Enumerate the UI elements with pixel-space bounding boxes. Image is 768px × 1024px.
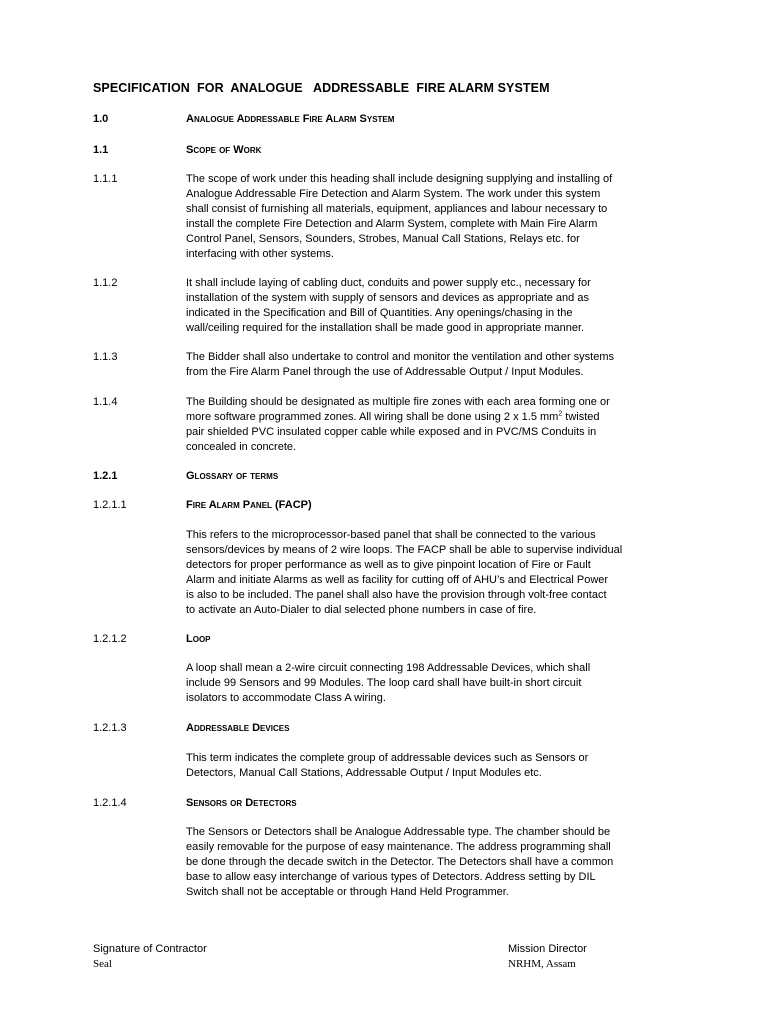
- term-heading: [186, 498, 312, 513]
- text-line: Analogue Addressable Fire Detection and Alarm System. The work under this system: [186, 188, 601, 200]
- section-heading: Analogue Addressable Fire Alarm System: [186, 113, 395, 125]
- text-line: include 99 Sensors and 99 Modules. The loop card shall have built-in short circuit: [186, 677, 582, 689]
- section-heading: Scope of Work: [186, 144, 262, 156]
- text-line: be done through the decade switch in the Detector. The Detectors shall have a common: [186, 856, 614, 868]
- text-line: Alarm and initiate Alarms as well as facility for cutting off of AHU’s and Electrical Power: [186, 574, 609, 586]
- clause-text: [186, 172, 662, 262]
- footer-right: [508, 942, 587, 972]
- text-segment: twisted: [562, 411, 600, 423]
- text-line: The scope of work under this heading shall include designing supplying and installing of: [186, 173, 613, 185]
- clause-text: [186, 395, 662, 455]
- term-text: [186, 661, 662, 706]
- text-line: indicated in the Specification and Bill of Quantities. Any openings/chasing in the: [186, 307, 573, 319]
- term-number: 1.2.1.4: [93, 797, 127, 809]
- text-line: base to allow easy interchange of various types of Detectors. Address setting by DIL: [186, 871, 596, 883]
- text-line: from the Fire Alarm Panel through the use of Addressable Output / Input Modules.: [186, 366, 584, 378]
- section-heading: Glossary of terms: [186, 470, 279, 482]
- text-line: Detectors, Manual Call Stations, Addressable Output / Input Modules etc.: [186, 767, 542, 779]
- text-line: is also to be included. The panel shall also have the provision through volt-free contact: [186, 589, 607, 601]
- text-line: This term indicates the complete group of addressable devices such as Sensors or: [186, 752, 589, 764]
- signature-label: Signature of Contractor: [93, 943, 207, 955]
- text-line: The Bidder shall also undertake to control and monitor the ventilation and other systems: [186, 351, 615, 363]
- clause-number: 1.1.2: [93, 277, 118, 289]
- text-line: The Sensors or Detectors shall be Analogue Addressable type. The chamber should be: [186, 826, 611, 838]
- superscript: 2: [558, 410, 563, 418]
- text-line: install the complete Fire Detection and Alarm System, complete with Main Fire Alarm: [186, 218, 598, 230]
- term-heading: Sensors or Detectors: [186, 797, 297, 809]
- footer-left: [93, 942, 207, 972]
- section-number: 1.0: [93, 113, 109, 125]
- document-title: SPECIFICATION FOR ANALOGUE ADDRESSABLE FIRE ALARM SYSTEM: [93, 81, 550, 95]
- text-line: This refers to the microprocessor-based panel that shall be connected to the various: [186, 529, 596, 541]
- term-text: [186, 751, 662, 781]
- term-number: 1.2.1.1: [93, 499, 127, 511]
- text-line: Control Panel, Sensors, Sounders, Strobes, Manual Call Stations, Relays etc. for: [186, 233, 580, 245]
- clause-number: 1.1.3: [93, 351, 118, 363]
- text-line: detectors for proper performance as well as to give pinpoint location of Fire or Fault: [186, 559, 591, 571]
- section-number: 1.2.1: [93, 470, 118, 482]
- term-text: [186, 825, 662, 900]
- text-line: concealed in concrete.: [186, 441, 297, 453]
- text-line: [186, 410, 662, 425]
- text-line: sensors/devices by means of 2 wire loops. The FACP shall be able to supervise individual: [186, 544, 623, 556]
- text-line: A loop shall mean a 2-wire circuit connecting 198 Addressable Devices, which shall: [186, 662, 591, 674]
- text-line: It shall include laying of cabling duct, conduits and power supply etc., necessary for: [186, 277, 591, 289]
- text-line: installation of the system with supply of sensors and devices as appropriate and as: [186, 292, 589, 304]
- clause-text: [186, 276, 662, 336]
- clause-number: 1.1.4: [93, 396, 118, 408]
- term-heading: Loop: [186, 633, 211, 645]
- text-line: Switch shall not be acceptable or through Hand Held Programmer.: [186, 886, 509, 898]
- term-heading-suffix: (FACP): [275, 499, 312, 511]
- text-line: isolators to accommodate Class A wiring.: [186, 692, 386, 704]
- term-number: 1.2.1.2: [93, 633, 127, 645]
- text-line: to activate an Auto-Dialer to dial selected phone numbers in case of fire.: [186, 604, 537, 616]
- text-line: interfacing with other systems.: [186, 248, 334, 260]
- text-line: The Building should be designated as multiple fire zones with each area forming one or: [186, 396, 610, 408]
- mission-director-label: Mission Director: [508, 943, 587, 955]
- seal-label: Seal: [93, 958, 112, 970]
- clause-number: 1.1.1: [93, 173, 118, 185]
- text-line: shall consist of furnishing all materials, equipment, appliances and labour necessary to: [186, 203, 608, 215]
- term-heading: Addressable Devices: [186, 722, 290, 734]
- text-line: easily removable for the purpose of easy maintenance. The address programming shall: [186, 841, 611, 853]
- clause-text: [186, 350, 662, 380]
- term-heading-text: Fire Alarm Panel: [186, 499, 272, 511]
- term-number: 1.2.1.3: [93, 722, 127, 734]
- text-line: wall/ceiling required for the installation shall be made good in appropriate manner.: [186, 322, 585, 334]
- text-segment: more software programmed zones. All wiring shall be done using 2 x 1.5 mm: [186, 411, 559, 423]
- term-text: [186, 528, 662, 618]
- organization-label: NRHM, Assam: [508, 958, 576, 970]
- section-number: 1.1: [93, 144, 109, 156]
- text-line: pair shielded PVC insulated copper cable while exposed and in PVC/MS Conduits in: [186, 426, 597, 438]
